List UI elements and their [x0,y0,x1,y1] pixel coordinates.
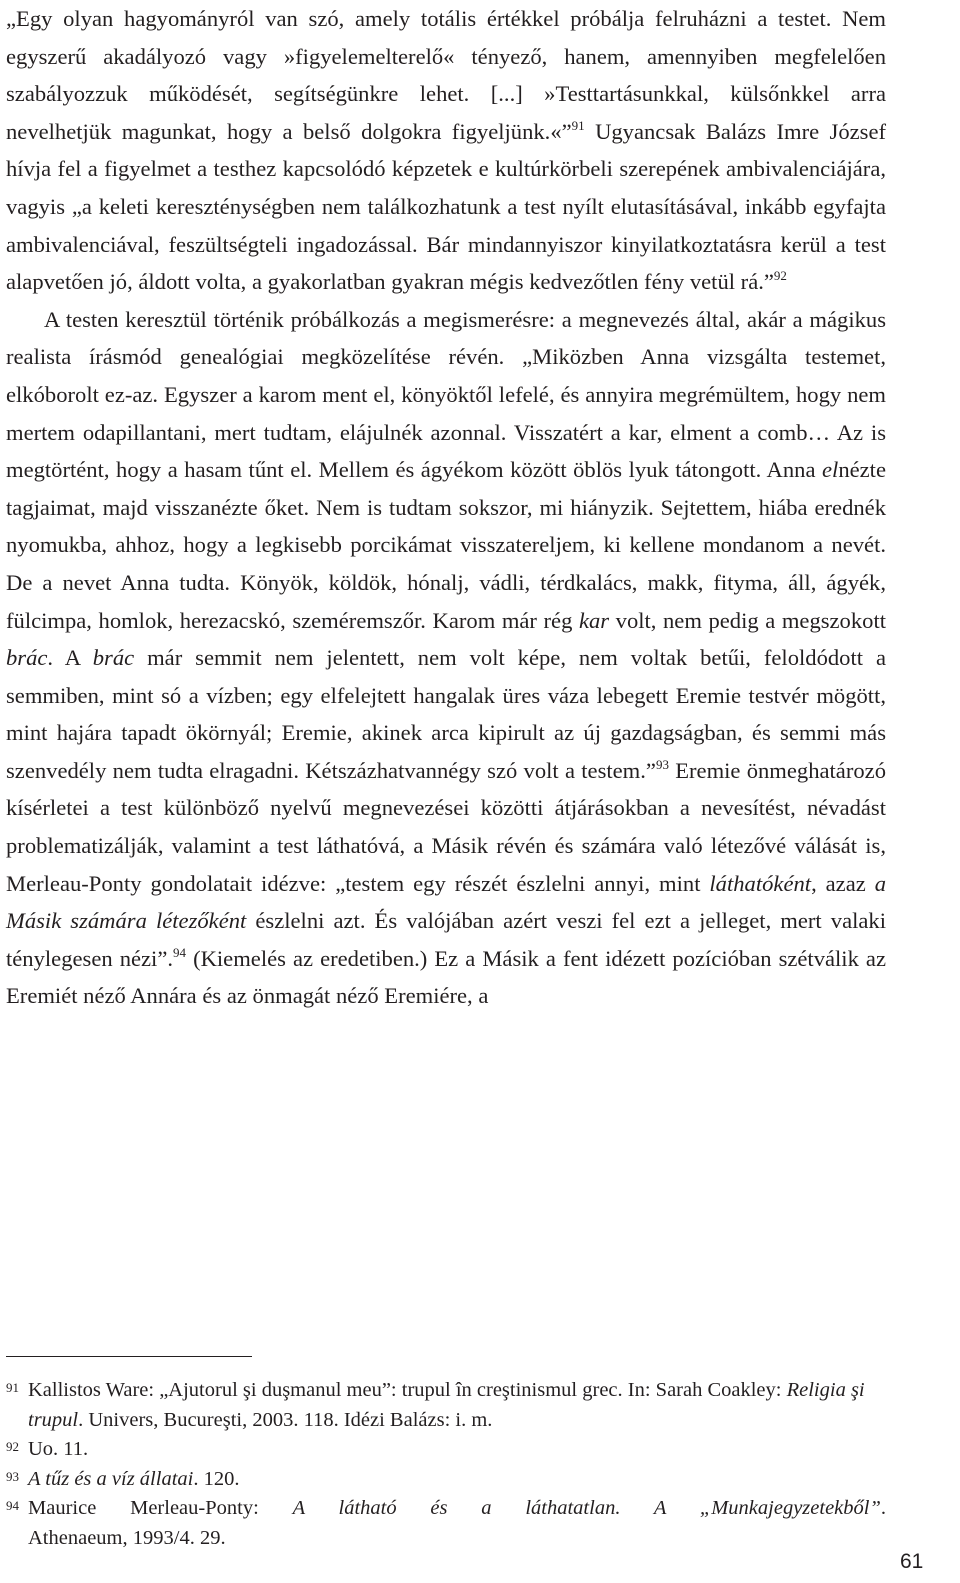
footnote-italic: A látható és a láthatatlan. A „Munkajegyzetekből” [292,1497,881,1519]
footnote-number: 93 [6,1468,19,1484]
paragraph-1 [6,0,886,301]
text-run: . A [47,645,93,671]
footnote-ref-92[interactable]: 92 [773,268,787,284]
text-run: észlelni azt. És valójában azért veszi fel ezt a jelleget, mert valaki ténylegesen nézi”. [6,908,886,971]
text-run: , azaz [811,870,875,896]
text-run: A testen keresztül történik próbálkozás a megismerésre: a megnevezés által, akár a mágikus realista írásmód genealógiai megközelítése révén. „Miközben Anna vizsgálta testemet, elkóborolt ez-az. Egyszer a karom ment el, könyöktől lefelé, és annyira megrémültem, hogy nem mertem odapillantani, mert tudtam, elájulnék azonnal. Visszatért a kar, elment a comb… Az is megtörtént, hogy a hasam tűnt el. Mellem és ágyékom között öblös lyuk tátongott. Anna [6,306,886,483]
text-run: Ugyancsak Balázs Imre József hívja fel a figyelmet a testhez kapcsolódó képzetek e kultúrkörbeli szerepének ambivalenciájára, vagyis „a keleti kereszténységben nem találkozhatunk a test nyílt elutasításával, inkább egyfajta ambivalenciával, feszültségteli ingadozással. Bár mindannyiszor kinyilatkoztatásra kerül a test alapvetően jó, áldott volta, a gyakorlatban gyakran mégis kedvezőtlen fény vetül rá.” [6,118,886,295]
page-body [6,0,886,1015]
footnote-92 [6,1435,886,1465]
italic-text: brác [92,645,135,671]
footnote-line [28,1494,886,1524]
italic-text: láthatóként [709,870,812,896]
footnote-94 [6,1494,886,1553]
footnote-text: . Univers, Bucureşti, 2003. 118. Idézi Balázs: i. m. [78,1408,493,1431]
footnote-91 [6,1376,886,1435]
text-run: „Egy olyan hagyományról van szó, amely totális értékkel próbálja felruházni a testet. Nem egyszerű akadályozó vagy »figyelemelterelő« tényező, hanem, amennyiben megfelelően szabályozzuk működését, segítségünkre lehet. [...] »Testtartásunkkal, külsőnkkel arra nevelhetjük magunkat, hogy a belső dolgokra figyeljünk.«” [6,6,886,144]
footnote-italic: Religia şi trupul [28,1379,865,1431]
footnote-text: . [880,1497,886,1519]
italic-text: el [822,457,839,483]
text-run: volt, nem pedig a megszokott [609,607,887,633]
footnote-text: Kallistos Ware: „Ajutorul şi duşmanul meu”: trupul în creştinismul grec. In: Sarah Coakley: [28,1379,787,1401]
text-run: nézte tagjaimat, majd visszanézte őket. Nem is tudtam sokszor, mi hiányzik. Sejtettem, hiába erednék nyomukba, ahhoz, hogy a legkisebb porcikámat visszatereljem, ki kellene mondanom a nevét. De a nevet Anna tudta. Könyök, köldök, hónalj, vádli, térdkalács, makk, fityma, áll, ágyék, fülcimpa, homlok, herezacskó, szeméremszőr. Karom már rég [6,457,886,633]
italic-text: brác [6,645,48,671]
footnote-italic: A tűz és a víz állatai [28,1467,194,1490]
text-run: (Kiemelés az eredetiben.) Ez a Másik a fent idézett pozícióban szétválik az Eremiét néző Annára és az önmagát néző Eremiére, a [6,945,886,1009]
text-run: Eremie önmeghatározó kísérletei a test különböző nyelvű megnevezései közötti átjárásokban a nevesítést, névadást problematizálják, valamint a test láthatóvá, a Másik révén és számára való létezővé válását is, Merleau-Ponty gondolatait idézve: „testem egy részét észlelni annyi, mint [6,757,886,896]
footnote-text: . 120. [193,1467,240,1490]
footnote-93 [6,1465,886,1495]
footnote-number: 94 [6,1498,19,1513]
footnotes [6,1376,886,1553]
text-run: már semmit nem jelentett, nem volt képe, nem voltak betűi, feloldódott a semmiben, mint só a vízben; egy elfelejtett hangalak üres váza lebegett Eremie testvér mögött, mint hajára tapadt ökörnyál; Eremie, akinek arca kipirult az új gazdagságban, és semmi más szenvedély nem tudta elragadni. Kétszázhatvannégy szó volt a testem.” [6,645,886,783]
footnote-number: 91 [6,1380,19,1395]
footnote-ref-91[interactable]: 91 [571,117,585,133]
italic-text: a Másik számára létezőként [6,870,886,934]
page-number: 61 [900,1550,924,1573]
italic-text: kar [578,607,610,633]
footnote-ref-94[interactable]: 94 [173,944,187,960]
footnote-ref-93[interactable]: 93 [655,756,669,772]
paragraph-2 [6,301,886,1015]
footnote-text: Uo. 11. [28,1438,89,1460]
footnote-number: 92 [6,1439,19,1454]
footnote-separator [6,1356,252,1357]
footnote-text: Maurice Merleau-Ponty: [28,1497,293,1519]
footnote-text: Athenaeum, 1993/4. 29. [28,1526,226,1549]
